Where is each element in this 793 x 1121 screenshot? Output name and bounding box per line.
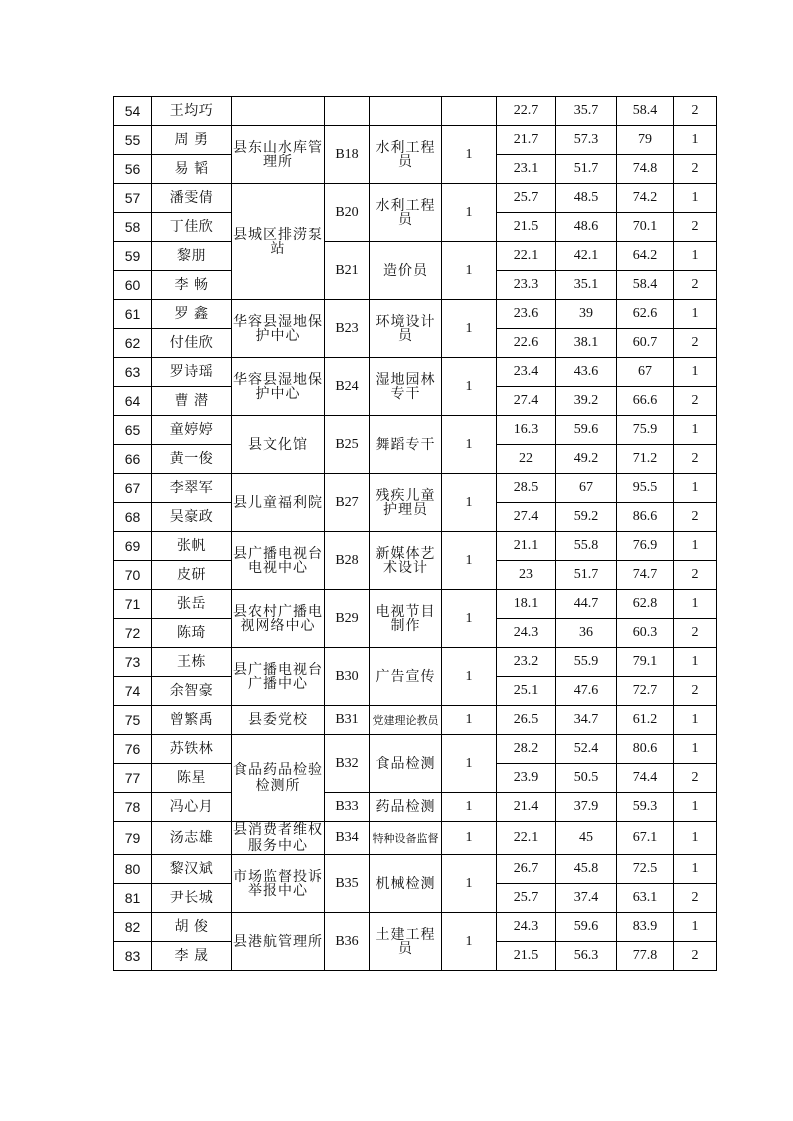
seq-cell: 58 bbox=[114, 213, 152, 242]
name-cell: 黄一俊 bbox=[152, 445, 232, 474]
seq-cell: 73 bbox=[114, 648, 152, 677]
post-cell: 广告宣传 bbox=[370, 648, 442, 706]
rank-cell: 2 bbox=[674, 677, 717, 706]
code-cell: B28 bbox=[325, 532, 370, 590]
post-cell: 残疾儿童护理员 bbox=[370, 474, 442, 532]
seq-cell: 74 bbox=[114, 677, 152, 706]
interview-score-cell: 50.5 bbox=[556, 764, 617, 793]
code-cell: B36 bbox=[325, 913, 370, 971]
code-cell: B21 bbox=[325, 242, 370, 300]
written-score-cell: 21.7 bbox=[497, 126, 556, 155]
table-row bbox=[114, 300, 717, 329]
name-cell: 李翠军 bbox=[152, 474, 232, 503]
total-score-cell: 75.9 bbox=[617, 416, 674, 445]
seq-cell: 72 bbox=[114, 619, 152, 648]
post-cell: 水利工程员 bbox=[370, 126, 442, 184]
post-cell: 新媒体艺术设计 bbox=[370, 532, 442, 590]
interview-score-cell: 37.9 bbox=[556, 793, 617, 822]
seq-cell: 60 bbox=[114, 271, 152, 300]
seq-cell: 63 bbox=[114, 358, 152, 387]
interview-score-cell: 67 bbox=[556, 474, 617, 503]
seq-cell: 54 bbox=[114, 97, 152, 126]
table-row bbox=[114, 913, 717, 942]
written-score-cell: 22.7 bbox=[497, 97, 556, 126]
table-row bbox=[114, 590, 717, 619]
total-score-cell: 59.3 bbox=[617, 793, 674, 822]
count-cell: 1 bbox=[442, 242, 497, 300]
name-cell: 童婷婷 bbox=[152, 416, 232, 445]
name-cell: 李 晟 bbox=[152, 942, 232, 971]
total-score-cell: 86.6 bbox=[617, 503, 674, 532]
unit-cell: 县广播电视台广播中心 bbox=[232, 648, 325, 706]
total-score-cell: 74.7 bbox=[617, 561, 674, 590]
unit-cell: 华容县湿地保护中心 bbox=[232, 300, 325, 358]
unit-cell: 县城区排涝泵站 bbox=[232, 184, 325, 300]
count-cell: 1 bbox=[442, 913, 497, 971]
total-score-cell: 80.6 bbox=[617, 735, 674, 764]
interview-score-cell: 45.8 bbox=[556, 855, 617, 884]
total-score-cell: 60.7 bbox=[617, 329, 674, 358]
total-score-cell: 83.9 bbox=[617, 913, 674, 942]
count-cell: 1 bbox=[442, 184, 497, 242]
table-row bbox=[114, 532, 717, 561]
interview-score-cell: 39.2 bbox=[556, 387, 617, 416]
code-cell: B34 bbox=[325, 822, 370, 855]
count-cell: 1 bbox=[442, 855, 497, 913]
written-score-cell: 22 bbox=[497, 445, 556, 474]
interview-score-cell: 35.7 bbox=[556, 97, 617, 126]
count-cell: 1 bbox=[442, 358, 497, 416]
rank-cell: 1 bbox=[674, 855, 717, 884]
table-row bbox=[114, 97, 717, 126]
post-cell: 环境设计员 bbox=[370, 300, 442, 358]
total-score-cell: 61.2 bbox=[617, 706, 674, 735]
code-cell: B18 bbox=[325, 126, 370, 184]
count-cell: 1 bbox=[442, 648, 497, 706]
interview-score-cell: 55.8 bbox=[556, 532, 617, 561]
seq-cell: 81 bbox=[114, 884, 152, 913]
count-cell: 1 bbox=[442, 300, 497, 358]
count-cell: 1 bbox=[442, 590, 497, 648]
total-score-cell: 74.2 bbox=[617, 184, 674, 213]
rank-cell: 2 bbox=[674, 619, 717, 648]
table-row bbox=[114, 358, 717, 387]
name-cell: 王均巧 bbox=[152, 97, 232, 126]
name-cell: 潘雯倩 bbox=[152, 184, 232, 213]
seq-cell: 69 bbox=[114, 532, 152, 561]
total-score-cell: 74.4 bbox=[617, 764, 674, 793]
total-score-cell: 72.7 bbox=[617, 677, 674, 706]
post-cell: 造价员 bbox=[370, 242, 442, 300]
post-cell: 电视节目制作 bbox=[370, 590, 442, 648]
post-cell: 土建工程员 bbox=[370, 913, 442, 971]
name-cell: 冯心月 bbox=[152, 793, 232, 822]
written-score-cell: 23.9 bbox=[497, 764, 556, 793]
post-cell bbox=[370, 97, 442, 126]
rank-cell: 1 bbox=[674, 300, 717, 329]
interview-score-cell: 49.2 bbox=[556, 445, 617, 474]
name-cell: 苏铁林 bbox=[152, 735, 232, 764]
rank-cell: 2 bbox=[674, 445, 717, 474]
seq-cell: 80 bbox=[114, 855, 152, 884]
code-cell: B23 bbox=[325, 300, 370, 358]
unit-cell: 华容县湿地保护中心 bbox=[232, 358, 325, 416]
post-cell: 湿地园林专干 bbox=[370, 358, 442, 416]
code-cell bbox=[325, 97, 370, 126]
interview-score-cell: 47.6 bbox=[556, 677, 617, 706]
rank-cell: 2 bbox=[674, 213, 717, 242]
interview-score-cell: 59.2 bbox=[556, 503, 617, 532]
rank-cell: 2 bbox=[674, 155, 717, 184]
name-cell: 曹 潜 bbox=[152, 387, 232, 416]
count-cell: 1 bbox=[442, 793, 497, 822]
interview-score-cell: 56.3 bbox=[556, 942, 617, 971]
written-score-cell: 18.1 bbox=[497, 590, 556, 619]
count-cell: 1 bbox=[442, 532, 497, 590]
interview-score-cell: 39 bbox=[556, 300, 617, 329]
interview-score-cell: 59.6 bbox=[556, 416, 617, 445]
count-cell bbox=[442, 97, 497, 126]
total-score-cell: 62.6 bbox=[617, 300, 674, 329]
name-cell: 张岳 bbox=[152, 590, 232, 619]
table-row bbox=[114, 793, 717, 822]
name-cell: 张帆 bbox=[152, 532, 232, 561]
seq-cell: 65 bbox=[114, 416, 152, 445]
unit-cell: 县东山水库管理所 bbox=[232, 126, 325, 184]
name-cell: 汤志雄 bbox=[152, 822, 232, 855]
interview-score-cell: 35.1 bbox=[556, 271, 617, 300]
seq-cell: 83 bbox=[114, 942, 152, 971]
score-table bbox=[113, 96, 717, 971]
code-cell: B33 bbox=[325, 793, 370, 822]
written-score-cell: 21.5 bbox=[497, 213, 556, 242]
table-row bbox=[114, 184, 717, 213]
post-cell: 特种设备监督 bbox=[370, 822, 442, 855]
seq-cell: 67 bbox=[114, 474, 152, 503]
rank-cell: 1 bbox=[674, 126, 717, 155]
interview-score-cell: 51.7 bbox=[556, 155, 617, 184]
rank-cell: 1 bbox=[674, 474, 717, 503]
rank-cell: 2 bbox=[674, 329, 717, 358]
code-cell: B27 bbox=[325, 474, 370, 532]
written-score-cell: 22.1 bbox=[497, 822, 556, 855]
written-score-cell: 22.1 bbox=[497, 242, 556, 271]
interview-score-cell: 55.9 bbox=[556, 648, 617, 677]
seq-cell: 62 bbox=[114, 329, 152, 358]
total-score-cell: 63.1 bbox=[617, 884, 674, 913]
name-cell: 皮研 bbox=[152, 561, 232, 590]
table-row bbox=[114, 855, 717, 884]
code-cell: B30 bbox=[325, 648, 370, 706]
written-score-cell: 26.7 bbox=[497, 855, 556, 884]
post-cell: 机械检测 bbox=[370, 855, 442, 913]
rank-cell: 2 bbox=[674, 764, 717, 793]
name-cell: 罗 鑫 bbox=[152, 300, 232, 329]
written-score-cell: 25.7 bbox=[497, 884, 556, 913]
rank-cell: 1 bbox=[674, 706, 717, 735]
unit-cell: 食品药品检验检测所 bbox=[232, 735, 325, 822]
name-cell: 吴豪政 bbox=[152, 503, 232, 532]
code-cell: B25 bbox=[325, 416, 370, 474]
code-cell: B31 bbox=[325, 706, 370, 735]
table-row bbox=[114, 474, 717, 503]
unit-cell: 县港航管理所 bbox=[232, 913, 325, 971]
rank-cell: 1 bbox=[674, 242, 717, 271]
name-cell: 易 韬 bbox=[152, 155, 232, 184]
rank-cell: 1 bbox=[674, 793, 717, 822]
interview-score-cell: 36 bbox=[556, 619, 617, 648]
unit-cell: 县农村广播电视网络中心 bbox=[232, 590, 325, 648]
rank-cell: 1 bbox=[674, 913, 717, 942]
interview-score-cell: 34.7 bbox=[556, 706, 617, 735]
post-cell: 舞蹈专干 bbox=[370, 416, 442, 474]
rank-cell: 1 bbox=[674, 648, 717, 677]
interview-score-cell: 42.1 bbox=[556, 242, 617, 271]
written-score-cell: 28.2 bbox=[497, 735, 556, 764]
post-cell: 党建理论教员 bbox=[370, 706, 442, 735]
interview-score-cell: 44.7 bbox=[556, 590, 617, 619]
count-cell: 1 bbox=[442, 474, 497, 532]
interview-score-cell: 57.3 bbox=[556, 126, 617, 155]
written-score-cell: 25.1 bbox=[497, 677, 556, 706]
name-cell: 曾繁禹 bbox=[152, 706, 232, 735]
total-score-cell: 67.1 bbox=[617, 822, 674, 855]
interview-score-cell: 37.4 bbox=[556, 884, 617, 913]
interview-score-cell: 51.7 bbox=[556, 561, 617, 590]
table-row bbox=[114, 648, 717, 677]
name-cell: 李 畅 bbox=[152, 271, 232, 300]
written-score-cell: 27.4 bbox=[497, 387, 556, 416]
total-score-cell: 95.5 bbox=[617, 474, 674, 503]
seq-cell: 79 bbox=[114, 822, 152, 855]
rank-cell: 2 bbox=[674, 271, 717, 300]
seq-cell: 55 bbox=[114, 126, 152, 155]
unit-cell: 县消费者维权服务中心 bbox=[233, 822, 323, 854]
count-cell: 1 bbox=[442, 735, 497, 793]
name-cell: 周 勇 bbox=[152, 126, 232, 155]
code-cell: B24 bbox=[325, 358, 370, 416]
rank-cell: 2 bbox=[674, 561, 717, 590]
total-score-cell: 60.3 bbox=[617, 619, 674, 648]
written-score-cell: 23 bbox=[497, 561, 556, 590]
name-cell: 胡 俊 bbox=[152, 913, 232, 942]
total-score-cell: 76.9 bbox=[617, 532, 674, 561]
rank-cell: 1 bbox=[674, 184, 717, 213]
seq-cell: 76 bbox=[114, 735, 152, 764]
seq-cell: 77 bbox=[114, 764, 152, 793]
interview-score-cell: 38.1 bbox=[556, 329, 617, 358]
total-score-cell: 62.8 bbox=[617, 590, 674, 619]
seq-cell: 75 bbox=[114, 706, 152, 735]
post-cell: 药品检测 bbox=[370, 793, 442, 822]
interview-score-cell: 43.6 bbox=[556, 358, 617, 387]
total-score-cell: 67 bbox=[617, 358, 674, 387]
count-cell: 1 bbox=[442, 706, 497, 735]
interview-score-cell: 45 bbox=[556, 822, 617, 855]
rank-cell: 2 bbox=[674, 503, 717, 532]
written-score-cell: 16.3 bbox=[497, 416, 556, 445]
unit-cell: 市场监督投诉举报中心 bbox=[232, 855, 325, 913]
written-score-cell: 27.4 bbox=[497, 503, 556, 532]
name-cell: 付佳欣 bbox=[152, 329, 232, 358]
name-cell: 陈星 bbox=[152, 764, 232, 793]
seq-cell: 71 bbox=[114, 590, 152, 619]
written-score-cell: 23.1 bbox=[497, 155, 556, 184]
unit-cell: 县广播电视台电视中心 bbox=[232, 532, 325, 590]
interview-score-cell: 59.6 bbox=[556, 913, 617, 942]
total-score-cell: 64.2 bbox=[617, 242, 674, 271]
total-score-cell: 79.1 bbox=[617, 648, 674, 677]
written-score-cell: 23.6 bbox=[497, 300, 556, 329]
total-score-cell: 70.1 bbox=[617, 213, 674, 242]
seq-cell: 61 bbox=[114, 300, 152, 329]
count-cell: 1 bbox=[442, 416, 497, 474]
name-cell: 黎汉斌 bbox=[152, 855, 232, 884]
count-cell: 1 bbox=[442, 822, 497, 855]
total-score-cell: 66.6 bbox=[617, 387, 674, 416]
rank-cell: 1 bbox=[674, 735, 717, 764]
written-score-cell: 24.3 bbox=[497, 619, 556, 648]
written-score-cell: 26.5 bbox=[497, 706, 556, 735]
code-cell: B35 bbox=[325, 855, 370, 913]
rank-cell: 2 bbox=[674, 97, 717, 126]
written-score-cell: 21.5 bbox=[497, 942, 556, 971]
code-cell: B20 bbox=[325, 184, 370, 242]
code-cell: B29 bbox=[325, 590, 370, 648]
total-score-cell: 77.8 bbox=[617, 942, 674, 971]
count-cell: 1 bbox=[442, 126, 497, 184]
code-cell: B32 bbox=[325, 735, 370, 793]
seq-cell: 59 bbox=[114, 242, 152, 271]
seq-cell: 70 bbox=[114, 561, 152, 590]
rank-cell: 2 bbox=[674, 387, 717, 416]
name-cell: 王栋 bbox=[152, 648, 232, 677]
post-cell: 水利工程员 bbox=[370, 184, 442, 242]
table-row bbox=[114, 706, 717, 735]
seq-cell: 57 bbox=[114, 184, 152, 213]
interview-score-cell: 48.6 bbox=[556, 213, 617, 242]
rank-cell: 2 bbox=[674, 942, 717, 971]
written-score-cell: 23.2 bbox=[497, 648, 556, 677]
written-score-cell: 21.4 bbox=[497, 793, 556, 822]
rank-cell: 1 bbox=[674, 590, 717, 619]
seq-cell: 56 bbox=[114, 155, 152, 184]
written-score-cell: 22.6 bbox=[497, 329, 556, 358]
written-score-cell: 28.5 bbox=[497, 474, 556, 503]
unit-cell: 县委党校 bbox=[232, 706, 325, 735]
unit-cell: 县文化馆 bbox=[232, 416, 325, 474]
unit-cell bbox=[232, 97, 325, 126]
total-score-cell: 58.4 bbox=[617, 271, 674, 300]
rank-cell: 1 bbox=[674, 358, 717, 387]
rank-cell: 2 bbox=[674, 884, 717, 913]
post-cell: 食品检测 bbox=[370, 735, 442, 793]
seq-cell: 78 bbox=[114, 793, 152, 822]
written-score-cell: 21.1 bbox=[497, 532, 556, 561]
rank-cell: 1 bbox=[674, 532, 717, 561]
name-cell: 陈琦 bbox=[152, 619, 232, 648]
name-cell: 丁佳欣 bbox=[152, 213, 232, 242]
total-score-cell: 72.5 bbox=[617, 855, 674, 884]
total-score-cell: 58.4 bbox=[617, 97, 674, 126]
total-score-cell: 71.2 bbox=[617, 445, 674, 474]
written-score-cell: 24.3 bbox=[497, 913, 556, 942]
seq-cell: 64 bbox=[114, 387, 152, 416]
written-score-cell: 23.4 bbox=[497, 358, 556, 387]
name-cell: 罗诗瑶 bbox=[152, 358, 232, 387]
total-score-cell: 79 bbox=[617, 126, 674, 155]
written-score-cell: 23.3 bbox=[497, 271, 556, 300]
rank-cell: 1 bbox=[674, 416, 717, 445]
table-row bbox=[114, 735, 717, 764]
written-score-cell: 25.7 bbox=[497, 184, 556, 213]
unit-cell: 县儿童福利院 bbox=[232, 474, 325, 532]
interview-score-cell: 48.5 bbox=[556, 184, 617, 213]
total-score-cell: 74.8 bbox=[617, 155, 674, 184]
seq-cell: 68 bbox=[114, 503, 152, 532]
table-row bbox=[114, 822, 717, 855]
table-row bbox=[114, 416, 717, 445]
name-cell: 余智豪 bbox=[152, 677, 232, 706]
name-cell: 黎朋 bbox=[152, 242, 232, 271]
interview-score-cell: 52.4 bbox=[556, 735, 617, 764]
seq-cell: 82 bbox=[114, 913, 152, 942]
table-row bbox=[114, 242, 717, 271]
seq-cell: 66 bbox=[114, 445, 152, 474]
table-row bbox=[114, 126, 717, 155]
name-cell: 尹长城 bbox=[152, 884, 232, 913]
rank-cell: 1 bbox=[674, 822, 717, 855]
